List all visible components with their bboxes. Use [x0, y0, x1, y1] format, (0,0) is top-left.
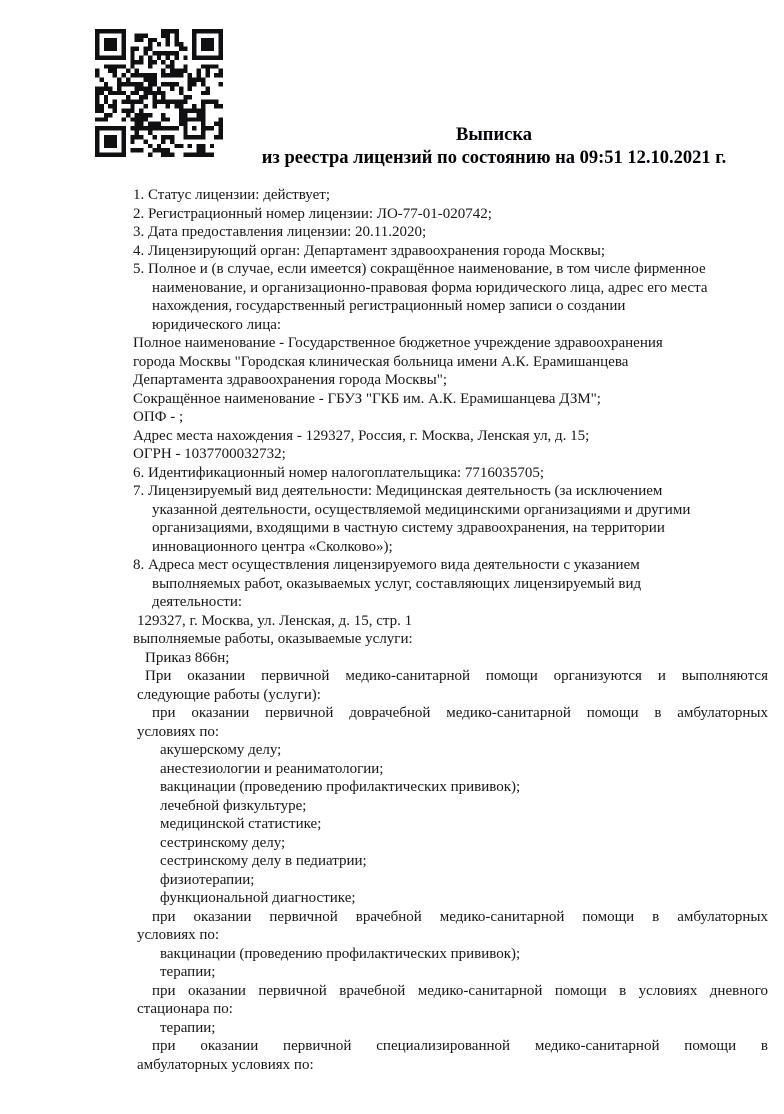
document-line: деятельности: — [152, 594, 243, 610]
document-line: сестринскому делу в педиатрии; — [160, 853, 367, 869]
document-line: ОГРН - 1037700032732; — [133, 446, 286, 462]
document-line: указанной деятельности, осуществляемой медицинскими организациями и другими — [152, 501, 691, 518]
document-line: терапии; — [160, 964, 216, 980]
document-line: сестринскому делу; — [160, 834, 286, 851]
document-line: при оказании первичной доврачебной медико-санитарной помощи в амбулаторных — [152, 705, 768, 721]
document-line: 4. Лицензирующий орган: Департамент здравоохранения города Москвы; — [133, 242, 606, 259]
document-line: медицинской статистике; — [160, 816, 322, 832]
document-line: лечебной физкультуре; — [160, 797, 307, 814]
document-line: организациями, входящими в частную систему здравоохранения, на территории — [152, 520, 665, 536]
document-line: акушерскому делу; — [160, 742, 282, 758]
document-title — [239, 124, 749, 169]
document-line: выполняемые работы, оказываемые услуги: — [133, 631, 413, 647]
document-line: нахождения, государственный регистрационный номер записи о создании — [152, 298, 626, 314]
document-line: ОПФ - ; — [133, 409, 184, 425]
document-line: анестезиологии и реаниматологии; — [160, 760, 384, 777]
document-line: при оказании первичной специализированной медико-санитарной помощи в — [152, 1038, 768, 1054]
document-line: выполняемых работ, оказываемых услуг, составляющих лицензируемый вид — [152, 575, 642, 592]
document-line: амбулаторных условиях по: — [137, 1056, 314, 1073]
document-line: города Москвы "Городская клиническая больница имени А.К. Ерамишанцева — [133, 353, 629, 370]
document-line: Полное наименование - Государственное бюджетное учреждение здравоохранения — [133, 335, 663, 351]
document-line: наименование, и организационно-правовая форма юридического лица, адрес его места — [152, 279, 708, 296]
document-line: юридического лица: — [152, 316, 282, 333]
document-line: Приказ 866н; — [145, 649, 230, 666]
document-line: физиотерапии; — [160, 871, 255, 888]
document-line: 8. Адреса мест осуществления лицензируемого вида деятельности с указанием — [133, 557, 640, 573]
qr-code-icon — [95, 29, 223, 157]
document-line: Сокращённое наименование - ГБУЗ "ГКБ им. А.К. Ерамишанцева ДЗМ"; — [133, 390, 601, 407]
document-line: вакцинации (проведению профилактических прививок); — [160, 945, 521, 962]
document-line: 5. Полное и (в случае, если имеется) сокращённое наименование, в том числе фирменное — [133, 261, 706, 277]
document-line: при оказании первичной врачебной медико-санитарной помощи в условиях дневного — [152, 982, 768, 999]
document-line: функциональной диагностике; — [160, 890, 356, 906]
document-line: При оказании первичной медико-санитарной помощи организуются и выполняются — [145, 668, 768, 684]
document-line: 2. Регистрационный номер лицензии: ЛО-77-01-020742; — [133, 205, 492, 222]
document-line: 1. Статус лицензии: действует; — [133, 187, 330, 203]
document-line: стационара по: — [137, 1001, 233, 1017]
document-line: 7. Лицензируемый вид деятельности: Медицинская деятельность (за исключением — [133, 483, 663, 499]
document-title-line2: из реестра лицензий по состоянию на 09:51 12.10.2021 г. — [261, 147, 727, 168]
document-line: Адрес места нахождения - 129327, Россия, г. Москва, Ленская ул, д. 15; — [133, 427, 590, 444]
document-body — [133, 186, 768, 1074]
document-line: 6. Идентификационный номер налогоплательщика: 7716035705; — [133, 464, 545, 481]
document-line: терапии; — [160, 1019, 216, 1036]
document-line: Департамента здравоохранения города Москвы"; — [133, 372, 447, 388]
document-line: следующие работы (услуги): — [137, 686, 321, 703]
document-line: инновационного центра «Сколково»); — [152, 538, 393, 555]
document-line: условиях по: — [137, 927, 220, 943]
document-line: вакцинации (проведению профилактических прививок); — [160, 779, 521, 795]
document-line: 3. Дата предоставления лицензии: 20.11.2020; — [133, 224, 427, 240]
document-line: 129327, г. Москва, ул. Ленская, д. 15, стр. 1 — [137, 612, 413, 629]
document-title-line1: Выписка — [456, 125, 532, 145]
document-line: при оказании первичной врачебной медико-санитарной помощи в амбулаторных — [152, 908, 768, 925]
document-line: условиях по: — [137, 723, 220, 740]
